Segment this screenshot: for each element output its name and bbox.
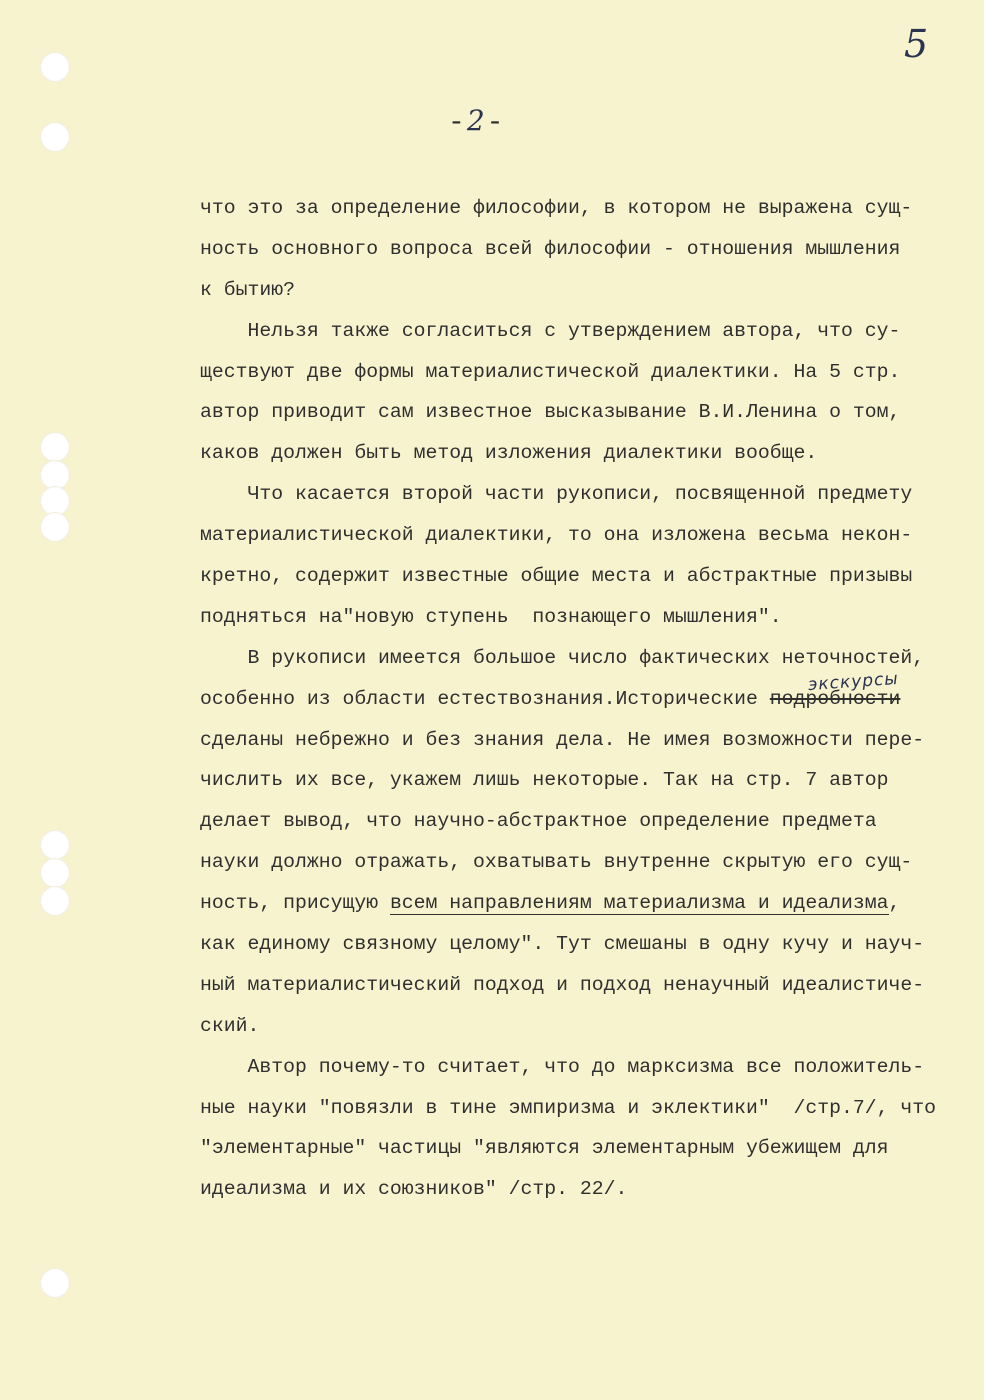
- text-line: Нельзя также согласиться с утверждением автора, что су-: [200, 319, 901, 342]
- handwritten-page-number: 2: [466, 104, 487, 137]
- text-line: материалистической диалектики, то она изложена весьма некон-: [200, 524, 913, 547]
- struck-word: подробности: [769, 687, 901, 710]
- binder-hole: [40, 830, 70, 860]
- text-line: ность основного вопроса всей философии - отношения мышления: [200, 237, 901, 260]
- binder-hole: [40, 886, 70, 916]
- page-number: -2-: [448, 104, 506, 139]
- text-line: идеализма и их союзников" /стр. 22/.: [200, 1178, 628, 1201]
- underlined-phrase: всем направлениям материализма и идеализма: [389, 892, 889, 915]
- text-line: сделаны небрежно и без знания дела. Не имея возможности пере-: [200, 728, 925, 751]
- binder-hole: [40, 512, 70, 542]
- page-edge: [984, 0, 996, 1400]
- text-line: ные науки "повязли в тине эмпиризма и эклектики" /стр.7/, что: [200, 1096, 936, 1119]
- binder-hole: [40, 52, 70, 82]
- binder-hole: [40, 1268, 70, 1298]
- text-line: Что касается второй части рукописи, посвященной предмету: [200, 483, 913, 506]
- text-line: числить их все, укажем лишь некоторые. Так на стр. 7 автор: [200, 769, 889, 792]
- typewritten-text: [200, 188, 972, 1210]
- text-line: к бытию?: [200, 278, 295, 301]
- text-line: ществуют две формы материалистической диалектики. На 5 стр.: [200, 360, 901, 383]
- text-line: кретно, содержит известные общие места и абстрактные призывы: [200, 565, 913, 588]
- archive-page-number: 5: [904, 22, 929, 66]
- text-line: подняться на"новую ступень познающего мышления".: [200, 605, 782, 628]
- text-line: "элементарные" частицы "являются элементарным убежищем для: [200, 1137, 889, 1160]
- text-line: как единому связному целому". Тут смешаны в одну кучу и науч-: [200, 933, 925, 956]
- text-line: делает вывод, что научно-абстрактное определение предмета: [200, 810, 877, 833]
- text-line: каков должен быть метод изложения диалектики вообще.: [200, 442, 818, 465]
- text-line: автор приводит сам известное высказывание В.И.Ленина о том,: [200, 401, 901, 424]
- binder-hole: [40, 858, 70, 888]
- text-line: особенно из области естествознания.Исторические подробности: [200, 687, 901, 710]
- binder-hole: [40, 432, 70, 462]
- text-line: науки должно отражать, охватывать внутренне скрытую его сущ-: [200, 851, 913, 874]
- handwritten-correction: экскурсы: [807, 668, 900, 696]
- text-line: Автор почему-то считает, что до марксизма все положитель-: [200, 1055, 925, 1078]
- text-line: В рукописи имеется большое число фактических неточностей,: [200, 646, 925, 669]
- binder-hole: [40, 122, 70, 152]
- text-line: ный материалистический подход и подход ненаучный идеалистиче-: [200, 973, 925, 996]
- text-line: что это за определение философии, в котором не выражена сущ-: [200, 197, 913, 219]
- text-line: ский.: [200, 1014, 260, 1037]
- text-line: ность, присущую всем направлениям материализма и идеализма,: [200, 892, 901, 915]
